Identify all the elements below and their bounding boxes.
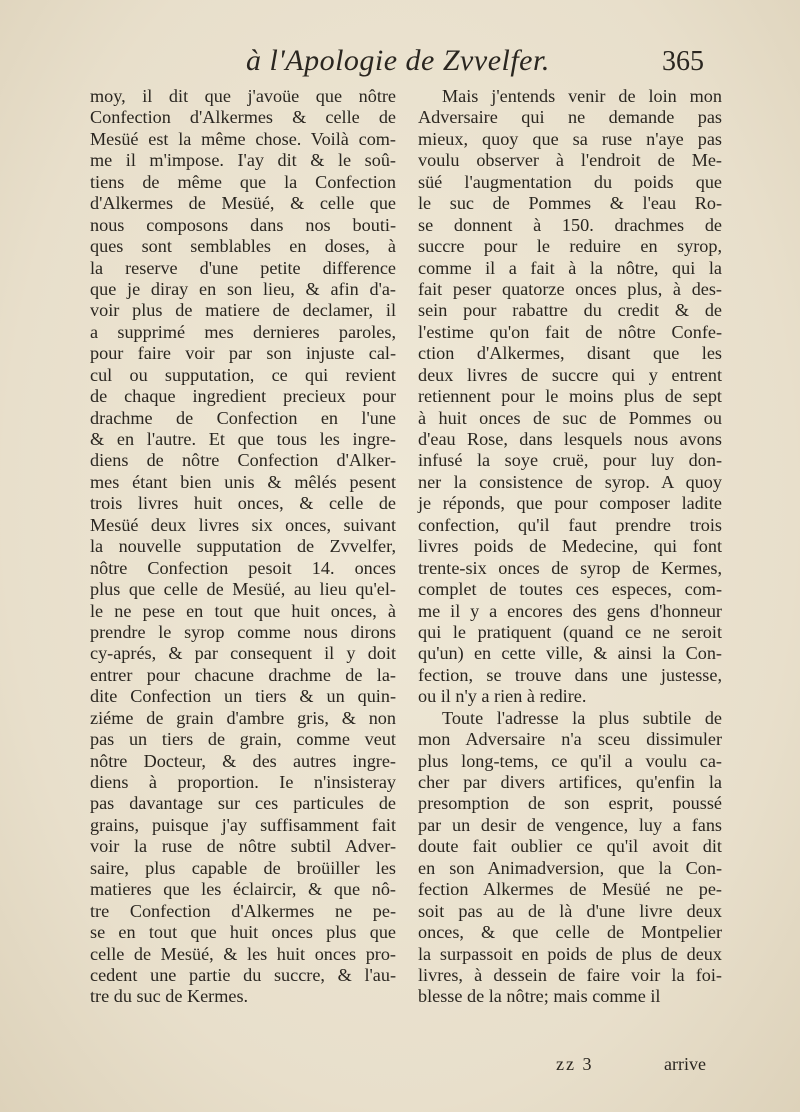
text-line: la reserve d'une petite difference [90, 257, 396, 278]
text-line: pas un tiers de grain, comme veut [90, 729, 396, 750]
text-line: ques sont semblables en doses, à [90, 236, 396, 257]
text-line: je réponds, que pour composer ladite [418, 493, 722, 514]
text-line: livres poids de Medecine, qui font [418, 536, 722, 557]
text-line: celle de Mesüé, & les huit onces pro- [90, 943, 396, 964]
text-line: tiens de même que la Confection [90, 171, 396, 192]
right-text-column [418, 86, 722, 1008]
text-line: d'Alkermes de Mesüé, & celle que [90, 193, 396, 214]
text-line: tre Confection d'Alkermes ne pe- [90, 900, 396, 921]
text-line: Toute l'adresse la plus subtile de [442, 707, 722, 728]
text-line: Mais j'entends venir de loin mon [442, 86, 722, 106]
text-line: diens à proportion. Ie n'insisteray [90, 772, 396, 792]
text-line: Mesüé deux livres six onces, suivant [90, 514, 396, 535]
signature-mark: zz 3 [556, 1054, 594, 1074]
text-line: trente-six onces de syrop de Kermes, [418, 557, 722, 578]
text-line: à huit onces de suc de Pommes ou [418, 407, 722, 428]
text-line: qui le pratiquent (quand ce ne seroit [418, 621, 722, 642]
text-line: l'estime qu'on fait de nôtre Confe- [418, 321, 722, 342]
text-line: trois livres huit onces, & celle de [90, 493, 396, 514]
page-number: 365 [662, 46, 704, 77]
text-line: pas davantage sur ces particules de [90, 793, 396, 814]
page-footer [0, 1054, 800, 1080]
text-line: plus long-tems, ce qu'il a voulu ca- [418, 750, 722, 771]
catchword: arrive [664, 1054, 706, 1074]
text-line: par un desir de vengence, luy a fans [418, 814, 722, 835]
text-line: deux livres de succre qui y entrent [418, 364, 722, 385]
text-line: qu'un) en cette ville, & ainsi la Con- [418, 643, 722, 664]
text-line: ner la consistence de syrop. A quoy [418, 471, 722, 492]
text-line: infusé la soye cruë, pour luy don- [418, 450, 722, 471]
text-line: ziéme de grain d'ambre gris, & non [90, 707, 396, 728]
text-line: onces, & que celle de Montpelier [418, 922, 722, 943]
text-line: diens de nôtre Confection d'Alker- [90, 450, 396, 471]
text-line: a supprimé mes dernieres paroles, [90, 321, 396, 342]
text-line: ction d'Alkermes, disant que les [418, 343, 722, 364]
text-line: fection, se trouve dans une justesse, [418, 664, 722, 685]
text-line: d'eau Rose, dans lesquels nous avons [418, 429, 722, 449]
text-line: mieux, quoy que sa ruse n'aye pas [418, 128, 722, 149]
text-line: comme il a fait à la nôtre, qui la [418, 257, 722, 278]
text-line: süé l'augmentation du poids que [418, 171, 722, 192]
text-line: se donnent à 150. drachmes de [418, 214, 722, 235]
text-line: & en l'autre. Et que tous les ingre- [90, 429, 396, 449]
text-line: nous composons dans nos bouti- [90, 214, 396, 235]
text-line: sein pour rabattre du credit & de [418, 300, 722, 321]
text-line: saire, plus capable de broüiller les [90, 857, 396, 878]
text-line: voir la ruse de nôtre subtil Adver- [90, 836, 396, 857]
text-line: drachme de Confection en l'une [90, 407, 396, 428]
text-line: cedent une partie du succre, & l'au- [90, 964, 396, 985]
text-line: ou il n'y a rien à redire. [418, 686, 587, 707]
text-line: me il m'impose. I'ay dit & le soû- [90, 150, 396, 171]
text-line: moy, il dit que j'avoüe que nôtre [90, 86, 396, 106]
text-line: que je diray en son lieu, & afin d'a- [90, 278, 396, 299]
text-line: entrer pour chacune drachme de la- [90, 664, 396, 685]
text-line: cher par divers artifices, qu'enfin la [418, 772, 722, 792]
text-line: mon Adversaire n'a sceu dissimuler [418, 729, 722, 750]
text-line: livres, à dessein de faire voir la foi- [418, 964, 722, 985]
text-line: plus que celle de Mesüé, au lieu qu'el- [90, 579, 396, 600]
text-line: la nouvelle supputation de Zvvelfer, [90, 536, 396, 557]
text-line: voir plus de matiere de declamer, il [90, 300, 396, 321]
text-line: blesse de la nôtre; mais comme il [418, 986, 661, 1007]
text-line: nôtre Confection pesoit 14. onces [90, 557, 396, 578]
text-line: le suc de Pommes & l'eau Ro- [418, 193, 722, 214]
text-line: le ne pese en tout que huit onces, à [90, 600, 396, 621]
text-line: presomption de son esprit, poussé [418, 793, 722, 814]
text-line: me il y a encores des gens d'honneur [418, 600, 722, 621]
text-line: Adversaire qui ne demande pas [418, 107, 722, 128]
text-line: Mesüé est la même chose. Voilà com- [90, 128, 396, 149]
text-line: se en tout que huit onces plus que [90, 922, 396, 943]
text-line: retiennent pour le moins plus de sept [418, 386, 722, 407]
text-line: succre pour le reduire en syrop, [418, 236, 722, 257]
text-line: cul ou supputation, ce qui revient [90, 364, 396, 385]
text-line: nôtre Docteur, & des autres ingre- [90, 750, 396, 771]
left-text-column [90, 86, 396, 1008]
text-line: la surpassoit en poids de plus de deux [418, 943, 722, 964]
text-line: complet de toutes ces especes, com- [418, 579, 722, 600]
text-line: de chaque ingredient precieux pour [90, 386, 396, 407]
text-line: pour faire voir par son injuste cal- [90, 343, 396, 364]
text-line: grains, puisque j'ay suffisamment fait [90, 814, 396, 835]
text-line: doute fait oublier ce qu'il avoit dit [418, 836, 722, 857]
text-line: en son Animadversion, que la Con- [418, 857, 722, 878]
text-line: confection, qu'il faut prendre trois [418, 514, 722, 535]
text-line: voulu observer à l'endroit de Me- [418, 150, 722, 171]
text-line: mes étant bien unis & mêlés pesent [90, 471, 396, 492]
text-line: soit pas au de là d'une livre deux [418, 900, 722, 921]
text-line: prendre le syrop comme nous dirons [90, 621, 396, 642]
page-header [0, 44, 800, 84]
text-line: Confection d'Alkermes & celle de [90, 107, 396, 128]
text-line: cy-aprés, & par consequent il y doit [90, 643, 396, 664]
text-line: tre du suc de Kermes. [90, 986, 249, 1007]
text-line: matieres que les éclaircir, & que nô- [90, 879, 396, 900]
text-line: fection Alkermes de Mesüé ne pe- [418, 879, 722, 900]
text-line: dite Confection un tiers & un quin- [90, 686, 396, 707]
running-title: à l'Apologie de Zvvelfer. [246, 44, 550, 77]
text-line: fait peser quatorze onces plus, à des- [418, 278, 722, 299]
